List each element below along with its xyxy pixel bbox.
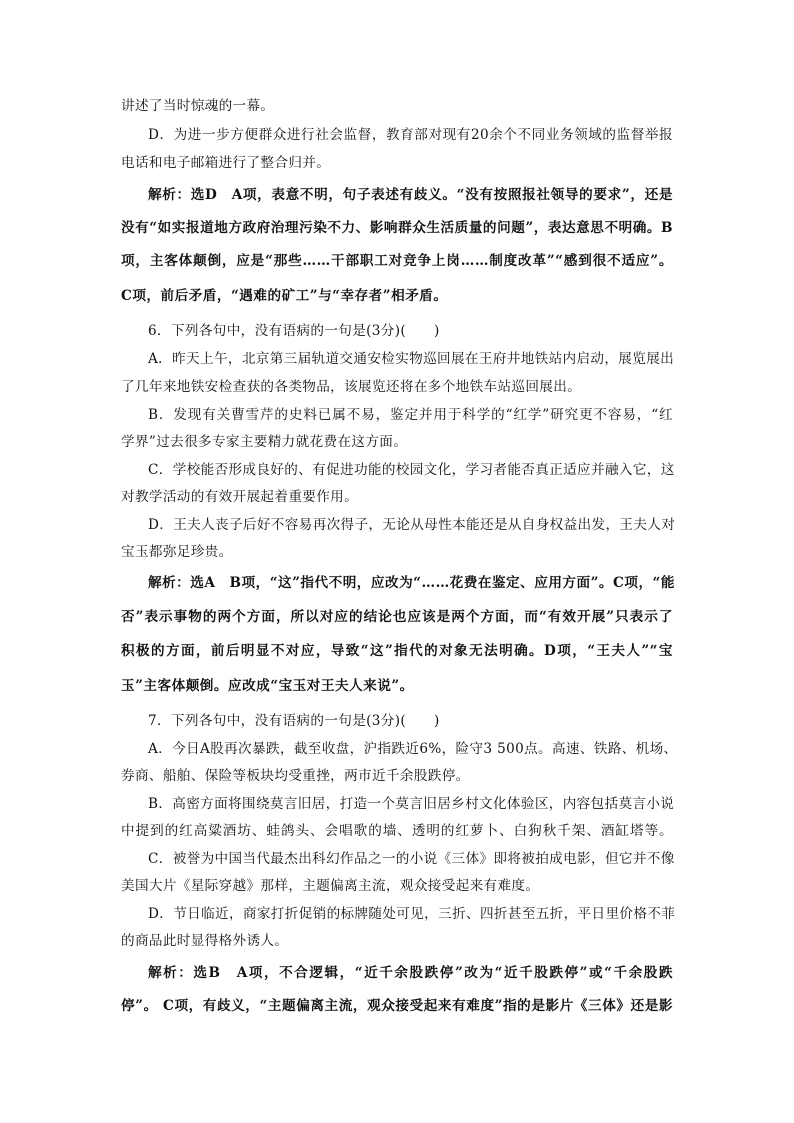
text-line: 了几年来地铁安检查获的各类物品，该展览还将在多个地铁车站巡回展出。 [121,379,582,395]
text-line: 学界”过去很多专家主要精力就花费在这方面。 [121,434,408,450]
analysis-line: 否”表示事物的两个方面，所以对应的结论也应该是两个方面，而“有效开展”只表示了 [121,609,673,625]
analysis-line: 积极的方面，前后明显不对应，导致“这”指代的对象无法明确。D项，“王夫人”“宝 [121,643,673,659]
analysis-line: C项，前后矛盾，“遇难的矿工”与“幸存者”相矛盾。 [121,288,448,304]
question-heading: 6．下列各句中，没有语病的一句是(3分)( ) [148,323,440,339]
analysis-line: 停”。 C项，有歧义，“主题偏离主流，观众接受起来有难度”指的是影片《三体》还是影 [121,998,673,1014]
text-line: 券商、船舶、保险等板块均受重挫，两市近千余股跌停。 [121,768,470,784]
analysis-line: 没有“如实报道地方政府治理污染不力、影响群众生活质量的问题”，表达意思不明确。B [121,220,673,236]
text-line: 中提到的红高粱酒坊、蛙鸽头、会唱歌的墙、透明的红萝卜、白狗秋千架、酒缸塔等。 [121,823,673,839]
text-line: 宝玉都弥足珍贵。 [121,544,233,560]
analysis-line: 项，主客体颠倒，应是“那些……干部职工对竞争上岗……制度改革”“感到很不适应”。 [121,253,673,269]
text-line: B．发现有关曹雪芹的史料已属不易，鉴定并用于科学的“红学”研究更不容易，“红 [148,407,673,423]
question-heading: 7．下列各句中，没有语病的一句是(3分)( ) [148,713,440,729]
text-line: 对教学活动的有效开展起着重要作用。 [121,489,359,505]
text-line: B．高密方面将围绕莫言旧居，打造一个莫言旧居乡村文化体验区，内容包括莫言小说 [148,796,675,812]
text-line: 美国大片《星际穿越》那样，主题偏离主流，观众接受起来有难度。 [121,878,540,894]
analysis-line: 解析：选B A项，不合逻辑，“近千余股跌停”改为“近千股跌停”或“千余股跌 [148,965,673,981]
text-line: 的商品此时显得格外诱人。 [121,933,289,949]
text-line: D．为进一步方便群众进行社会监督，教育部对现有20余个不同业务领域的监督举报 [148,127,673,143]
analysis-line: 解析：选A B项，“这”指代不明，应改为“……花费在鉴定、应用方面”。C项，“能 [148,575,675,591]
text-line: C．被誉为中国当代最杰出科幻作品之一的小说《三体》即将被拍成电影，但它并不像 [148,851,675,867]
text-line: 电话和电子邮箱进行了整合归并。 [121,155,331,171]
text-line: C．学校能否形成良好的、有促进功能的校园文化，学习者能否真正适应并融入它，这 [148,462,675,478]
text-line: D．王夫人丧子后好不容易再次得子，无论从母性本能还是从自身权益出发，王夫人对 [148,517,676,533]
text-line: D．节日临近，商家打折促销的标牌随处可见，三折、四折甚至五折，平日里价格不菲 [148,906,676,922]
text-line: 讲述了当时惊魂的一幕。 [121,98,275,114]
text-line: A．今日A股再次暴跌，截至收盘，沪指跌近6%，险守3 500点。高速、铁路、机场、 [148,741,678,757]
text-line: A．昨天上午，北京第三届轨道交通安检实物巡回展在王府井地铁站内启动，展览展出 [148,351,675,367]
analysis-line: 解析：选D A项，表意不明，句子表述有歧义。“没有按照报社领导的要求”，还是 [148,187,673,203]
analysis-line: 玉”主客体颠倒。应改成“宝玉对王夫人来说”。 [121,678,414,694]
